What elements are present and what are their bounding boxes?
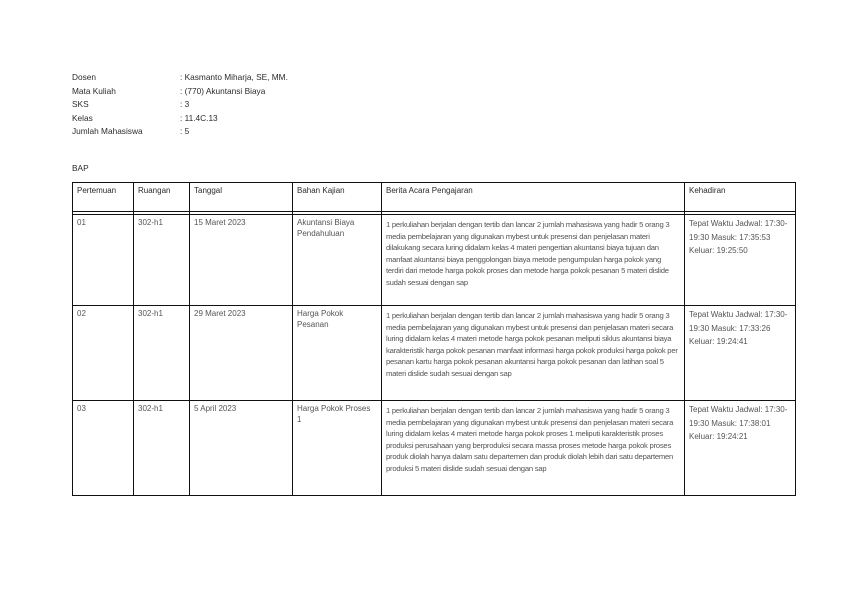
cell-ruangan: 302-h1 xyxy=(134,306,190,401)
cell-pertemuan: 02 xyxy=(73,306,134,401)
info-value: : 3 xyxy=(180,99,190,110)
cell-kehadiran: Tepat Waktu Jadwal: 17:30-19:30 Masuk: 17:38:01 Keluar: 19:24:21 xyxy=(685,401,796,496)
info-value: : 5 xyxy=(180,126,190,137)
info-row-dosen xyxy=(72,71,288,85)
info-value: : (770) Akuntansi Biaya xyxy=(180,85,266,96)
header-kehadiran: Kehadiran xyxy=(685,183,796,212)
header-tanggal: Tanggal xyxy=(190,183,293,212)
header-berita-acara: Berita Acara Pengajaran xyxy=(382,183,685,212)
header-bahan-kajian: Bahan Kajian xyxy=(293,183,382,212)
info-label: Dosen xyxy=(72,72,96,82)
table-header-row xyxy=(73,183,796,212)
info-label: Jumlah Mahasiswa xyxy=(72,126,143,137)
info-row-mata-kuliah xyxy=(72,85,288,99)
cell-bahan-kajian: Harga Pokok Pesanan xyxy=(293,306,382,401)
cell-ruangan: 302-h1 xyxy=(134,401,190,496)
info-label: Kelas xyxy=(72,112,93,123)
cell-kehadiran: Tepat Waktu Jadwal: 17:30-19:30 Masuk: 17:33:26 Keluar: 19:24:41 xyxy=(685,306,796,401)
cell-tanggal: 15 Maret 2023 xyxy=(190,215,293,306)
bap-table xyxy=(72,182,796,496)
info-row-sks xyxy=(72,98,288,112)
cell-berita-acara: 1 perkuliahan berjalan dengan tertib dan lancar 2 jumlah mahasiswa yang hadir 5 orang 3 media pembelajaran yang digunakan mybest untuk presensi dan penjelasan materi secara luring didalam kelas 4 materi metode harga pokok proses 1 meliputi karakteristik proses produksi perusahaan yang berproduksi secara massa proses metode harga pokok proses produk diolah hanya dalam satu departemen dan produk diolah lebih dari satu departemen produksi 5 materi dislide sudah sesuai dengan sap xyxy=(382,401,685,496)
info-label: SKS xyxy=(72,99,89,110)
cell-tanggal: 29 Maret 2023 xyxy=(190,306,293,401)
cell-kehadiran: Tepat Waktu Jadwal: 17:30-19:30 Masuk: 17:35:53 Keluar: 19:25:50 xyxy=(685,215,796,306)
table-row xyxy=(73,215,796,306)
bap-title: BAP xyxy=(72,163,89,173)
cell-bahan-kajian: Harga Pokok Proses 1 xyxy=(293,401,382,496)
cell-berita-acara: 1 perkuliahan berjalan dengan tertib dan lancar 2 jumlah mahasiswa yang hadir 5 orang 3 media pembelajaran yang digunakan mybest untuk presensi dan penjelasan materi secara luring didalam kelas 4 materi metode harga pokok pesanan meliputi siklus akuntansi biaya karakteristik harga pokok pesanan manfaat informasi harga pokok produksi harga pokok per pesanan kartu harga pokok pesanan akuntansi harga pokok pesanan dan latihan soal 5 materi dislide sudah sesuai dengan sap xyxy=(382,306,685,401)
cell-pertemuan: 01 xyxy=(73,215,134,306)
info-label: Mata Kuliah xyxy=(72,85,116,96)
info-value: : 11.4C.13 xyxy=(180,112,218,123)
info-row-jumlah-mahasiswa xyxy=(72,125,288,139)
header-ruangan: Ruangan xyxy=(134,183,190,212)
cell-berita-acara: 1 perkuliahan berjalan dengan tertib dan lancar 2 jumlah mahasiswa yang hadir 5 orang 3 media pembelajaran yang digunakan mybest untuk presensi dan penjelasan materi dilakukang secara luring didalam kelas 4 materi pengertian akuntansi biaya tujuan dan manfaat akuntansi biaya penggolongan biaya metode pengumpulan harga pokok yang terdiri dari metode harga pokok proses dan metode harga pokok pesanan 5 materi dislide sudah sesuai dengan sap xyxy=(382,215,685,306)
table-row xyxy=(73,401,796,496)
info-value: : Kasmanto Miharja, SE, MM. xyxy=(180,72,288,82)
cell-ruangan: 302-h1 xyxy=(134,215,190,306)
info-row-kelas xyxy=(72,112,288,126)
cell-tanggal: 5 April 2023 xyxy=(190,401,293,496)
header-pertemuan: Pertemuan xyxy=(73,183,134,212)
cell-pertemuan: 03 xyxy=(73,401,134,496)
course-info xyxy=(72,71,288,139)
cell-bahan-kajian: Akuntansi Biaya Pendahuluan xyxy=(293,215,382,306)
table-row xyxy=(73,306,796,401)
